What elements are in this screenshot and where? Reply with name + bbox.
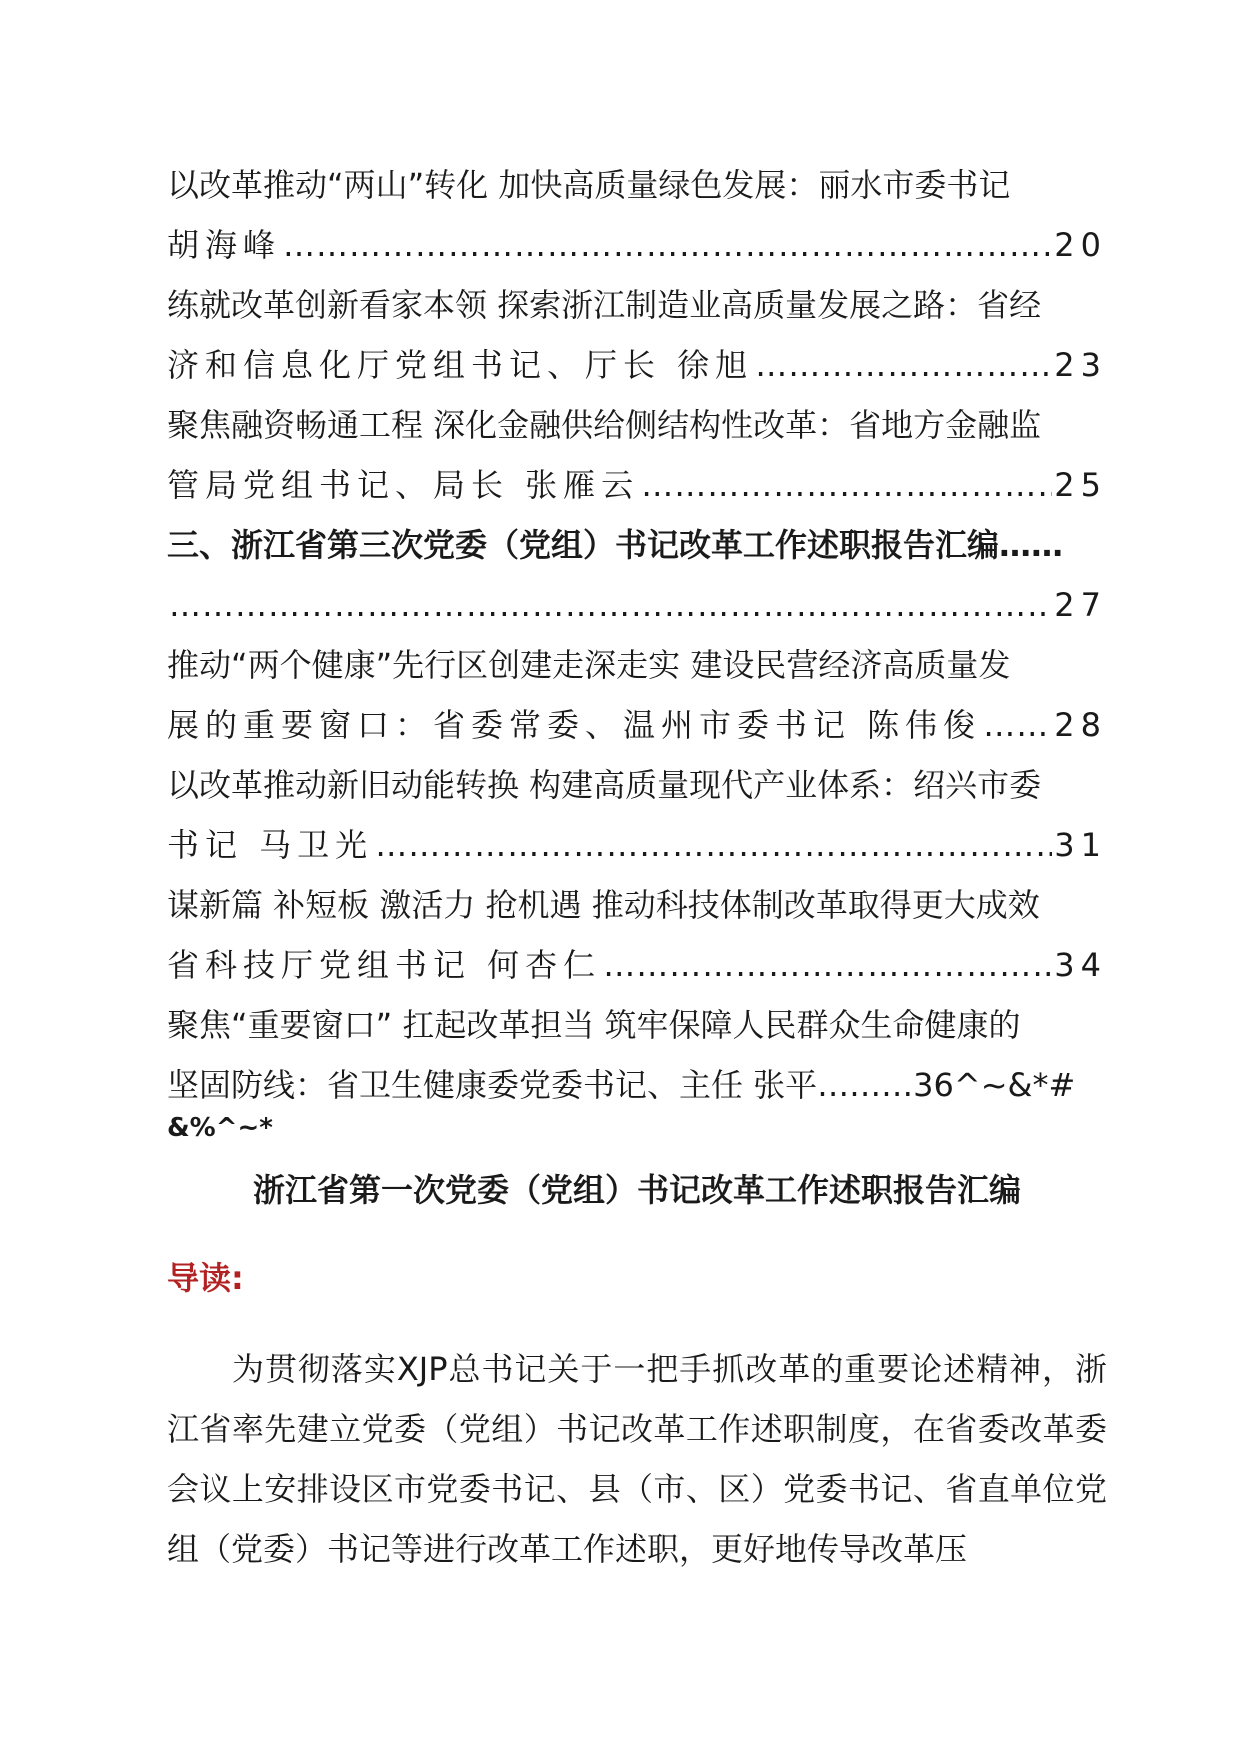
toc-entry-continuation: 济和信息化厅党组书记、厅长 徐旭 (167, 346, 754, 384)
toc-leader-dots (641, 455, 1052, 515)
toc-section-heading: 三、浙江省第三次党委（党组）书记改革工作述职报告汇编…… (167, 526, 1064, 564)
toc-entry-row (167, 455, 1107, 515)
toc-page-number: 34 (1054, 946, 1107, 984)
body-paragraph (167, 1339, 1107, 1579)
toc-page-number: 23 (1054, 346, 1107, 384)
toc-leader-dots (755, 335, 1052, 395)
document-page (167, 155, 1107, 1579)
toc-page-number: 31 (1054, 826, 1107, 864)
toc-page-number: 25 (1054, 466, 1107, 504)
toc-entry-continuation: 书记 马卫光 (167, 826, 374, 864)
toc-entry-continuation: 管局党组书记、局长 张雁云 (167, 466, 640, 504)
toc-leader-dots (169, 575, 1052, 635)
toc-entry-row (167, 935, 1107, 995)
toc-page-number: 20 (1054, 226, 1107, 264)
toc-leader-dots (375, 815, 1052, 875)
toc-entry-title: 推动“两个健康”先行区创建走深走实 建设民营经济高质量发 (167, 646, 1011, 684)
toc-page-number: 27 (1054, 586, 1107, 624)
toc-entry-continuation: 展的重要窗口：省委常委、温州市委书记 陈伟俊 (167, 706, 982, 744)
toc-page-number: 28 (1054, 706, 1107, 744)
toc-entry-row (167, 335, 1107, 395)
toc-leader-dots (983, 695, 1052, 755)
toc-entry-row (167, 215, 1107, 275)
toc-tail-symbols: &%^~* (167, 1113, 273, 1143)
guide-label: 导读: (167, 1259, 244, 1297)
toc-entry-title: 练就改革创新看家本领 探索浙江制造业高质量发展之路：省经 (167, 286, 1042, 324)
toc-entry-title: 谋新篇 补短板 激活力 抢机遇 推动科技体制改革取得更大成效 (167, 886, 1040, 924)
toc-entry-row (167, 815, 1107, 875)
toc-entry-title: 聚焦融资畅通工程 深化金融供给侧结构性改革：省地方金融监 (167, 406, 1042, 444)
toc-entry-title: 聚焦“重要窗口” 扛起改革担当 筑牢保障人民群众生命健康的 (167, 1006, 1021, 1044)
toc-entry-row (167, 695, 1107, 755)
toc-entry-row (167, 575, 1107, 635)
toc-entry-continuation: 坚固防线：省卫生健康委党委书记、主任 张平………36^~&*# (167, 1066, 1076, 1104)
toc-leader-dots (603, 935, 1052, 995)
toc-entry-continuation: 省科技厅党组书记 何杏仁 (167, 946, 602, 984)
toc-entry-title: 以改革推动新旧动能转换 构建高质量现代产业体系：绍兴市委 (167, 766, 1042, 804)
toc-leader-dots (283, 215, 1052, 275)
body-paragraph-text: 为贯彻落实XJP总书记关于一把手抓改革的重要论述精神，浙江省率先建立党委（党组）书记改革工作述职制度，在省委改革委会议上安排设区市党委书记、县（市、区）党委书记、省直单位党组（党委）书记等进行改革工作述职，更好地传导改革压 (167, 1350, 1107, 1568)
toc-entry-continuation: 胡海峰 (167, 226, 282, 264)
section-title: 浙江省第一次党委（党组）书记改革工作述职报告汇编 (252, 1171, 1021, 1209)
toc-entry-title: 以改革推动“两山”转化 加快高质量绿色发展：丽水市委书记 (167, 166, 1011, 204)
